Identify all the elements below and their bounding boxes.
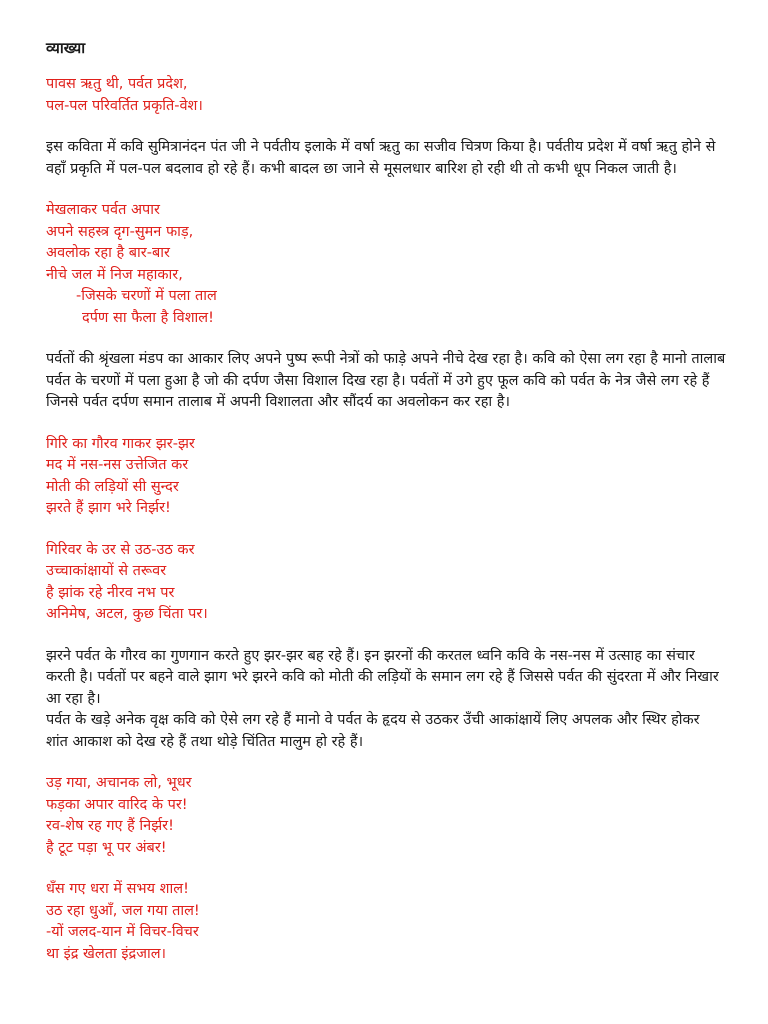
verse-line: दर्पण सा फैला है विशाल! <box>82 309 214 326</box>
verse-line: धँस गए धरा में सभय शाल! <box>46 881 189 897</box>
document-page <box>46 38 726 965</box>
verse-line: उठ रहा धुआँ, जल गया ताल! <box>46 902 200 919</box>
verse-line: अपने सहस्त्र दृग-सुमन फाड़, <box>46 223 194 240</box>
verse-line: मद में नस-नस उत्तेजित कर <box>46 457 189 473</box>
verse-line: -जिसके चरणों में पला ताल <box>76 288 217 304</box>
verse-line: मेखलाकर पर्वत अपार <box>46 202 160 218</box>
verse-line: फड़का अपार वारिद के पर! <box>46 796 188 813</box>
verse-line: -यों जलद-यान में विचर-विचर <box>46 924 199 940</box>
verse-line: झरते हैं झाग भरे निर्झर! <box>46 500 171 516</box>
verse-line: उड़ गया, अचानक लो, भूधर <box>46 775 192 791</box>
explanation-3 <box>46 646 726 754</box>
stanza-2 <box>46 200 726 329</box>
explanation-paragraph: पर्वत के खड़े अनेक वृक्ष कवि को ऐसे लग रहे हैं मानो वे पर्वत के हृदय से उठकर उँची आकांक्षायें लिए अपलक और स्थिर होकर शांत आकाश को देख रहे हैं तथा थोड़े चिंतित मालुम हो रहे हैं। <box>46 712 700 750</box>
verse-line: रव-शेष रह गए हैं निर्झर! <box>46 818 174 834</box>
stanza-4 <box>46 540 726 626</box>
stanza-1 <box>46 74 726 117</box>
verse-line: अवलोक रहा है बार-बार <box>46 245 170 261</box>
stanza-6 <box>46 879 726 965</box>
verse-line: गिरि का गौरव गाकर झर-झर <box>46 435 195 452</box>
explanation-paragraph: झरने पर्वत के गौरव का गुणगान करते हुए झर-झर बह रहे हैं। इन झरनों की करतल ध्वनि कवि के नस-नस में उत्साह का संचार करती है। पर्वतों पर बहने वाले झाग भरे झरने कवि को मोती की लड़ियों के समान लग रहे हैं जिससे पर्वत की सुंदरता में और निखार आ रहा है। <box>46 647 719 707</box>
stanza-5 <box>46 773 726 859</box>
verse-line: था इंद्र खेलता इंद्रजाल। <box>46 945 167 962</box>
stanza-3 <box>46 434 726 520</box>
section-heading: व्याख्या <box>46 39 86 57</box>
verse-line: नीचे जल में निज महाकार, <box>46 266 183 283</box>
verse-line: पल-पल परिवर्तित प्रकृति-वेश। <box>46 97 203 114</box>
verse-line: उच्चाकांक्षायों से तरूवर <box>46 563 167 579</box>
verse-line: अनिमेष, अटल, कुछ चिंता पर। <box>46 606 208 622</box>
explanation-paragraph: इस कविता में कवि सुमित्रानंदन पंत जी ने पर्वतीय इलाके में वर्षा ऋतु का सजीव चित्रण किया है। पर्वतीय प्रदेश में वर्षा ऋतु होने से वहाँ प्रकृति में पल-पल बदलाव हो रहे हैं। कभी बादल छा जाने से मूसलधार बारिश हो रही थी तो कभी धूप निकल जाती है। <box>46 139 716 177</box>
explanation-paragraph: पर्वतों की श्रृंखला मंडप का आकार लिए अपने पुष्प रूपी नेत्रों को फाड़े अपने नीचे देख रहा है। कवि को ऐसा लग रहा है मानो तालाब पर्वत के चरणों में पला हुआ है जो की दर्पण जैसा विशाल दिख रहा है। पर्वतों में उगे हुए फूल कवि को पर्वत के नेत्र जैसे लग रहे हैं जिनसे पर्वत दर्पण समान तालाब में अपनी विशालता और सौंदर्य का अवलोकन कर रहा है। <box>46 351 726 410</box>
verse-line: है टूट पड़ा भू पर अंबर! <box>46 839 167 856</box>
verse-line: मोती की लड़ियों सी सुन्दर <box>46 478 179 495</box>
explanation-1 <box>46 137 726 180</box>
explanation-2 <box>46 349 726 414</box>
verse-line: गिरिवर के उर से उठ-उठ कर <box>46 541 195 558</box>
verse-line: है झांक रहे नीरव नभ पर <box>46 584 175 601</box>
verse-line: पावस ऋतु थी, पर्वत प्रदेश, <box>46 76 188 92</box>
